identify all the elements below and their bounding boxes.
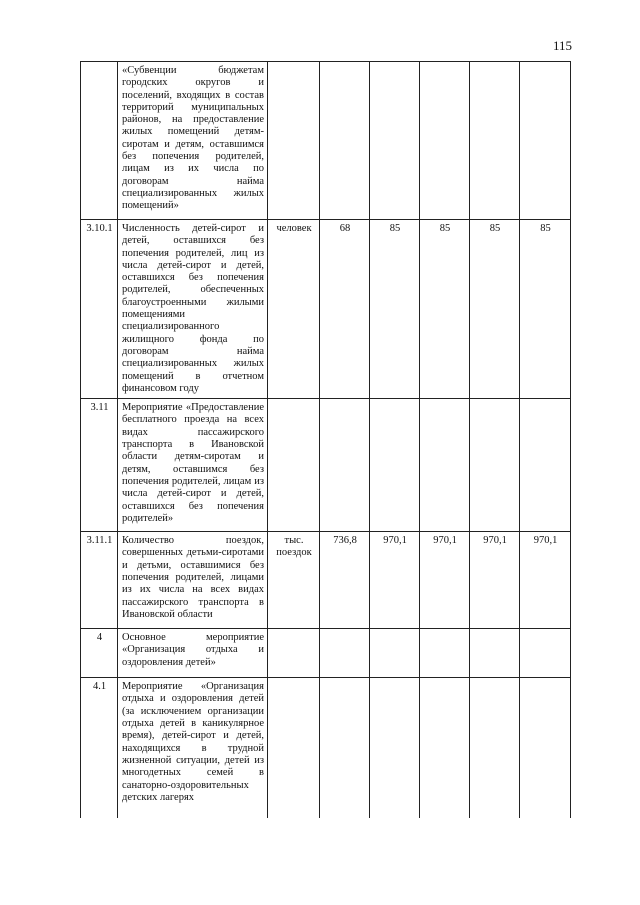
row-value [420, 399, 470, 532]
row-description: Мероприятие «Организация отдыха и оздоровления детей (за исключением организации отдыха детей в каникулярное время), детей-сирот и детей, находящихся в трудной жизненной ситуации, детей из многодетных семей в санаторно-оздоровительных детских лагерях [118, 678, 268, 819]
row-number: 3.11.1 [81, 532, 118, 629]
table-row [81, 532, 571, 629]
row-description: «Субвенции бюджетам городских округов и поселений, входящих в состав территорий муниципальных районов, на предоставление жилых помещений детям-сиротам и детям, оставшимся без попечения родителей, лицам из их числа по договорам найма специализированных жилых помещений» [118, 62, 268, 220]
row-value [470, 62, 520, 220]
indicators-table [80, 61, 571, 818]
row-value [370, 678, 420, 819]
row-value [520, 629, 571, 678]
row-value [370, 629, 420, 678]
row-unit [268, 629, 320, 678]
row-number: 4 [81, 629, 118, 678]
row-unit: тыс. поездок [268, 532, 320, 629]
row-value [470, 678, 520, 819]
row-value [420, 629, 470, 678]
row-value [320, 399, 370, 532]
row-value: 85 [370, 220, 420, 399]
row-value [320, 629, 370, 678]
row-unit [268, 678, 320, 819]
table-row [81, 629, 571, 678]
table-row [81, 399, 571, 532]
table-row [81, 220, 571, 399]
row-unit [268, 62, 320, 220]
row-value: 970,1 [470, 532, 520, 629]
row-value: 970,1 [420, 532, 470, 629]
row-value: 68 [320, 220, 370, 399]
row-value: 970,1 [520, 532, 571, 629]
row-unit [268, 399, 320, 532]
row-description: Количество поездок, совершенных детьми-сиротами и детьми, оставшимися без попечения родителей, лицами из их числа на всех видах пассажирского транспорта в Ивановской области [118, 532, 268, 629]
row-value [520, 399, 571, 532]
row-description: Основное мероприятие «Организация отдыха и оздоровления детей» [118, 629, 268, 678]
row-value [370, 62, 420, 220]
row-value [420, 62, 470, 220]
row-value [520, 678, 571, 819]
row-unit: человек [268, 220, 320, 399]
row-value [370, 399, 420, 532]
row-value [470, 629, 520, 678]
row-value [320, 678, 370, 819]
row-value [320, 62, 370, 220]
row-description: Мероприятие «Предоставление бесплатного проезда на всех видах пассажирского транспорта в Ивановской области детям-сиротам и детям, оставшимся без попечения родителей, лицам из числа детей-сирот и детей, оставшихся без попечения родителей» [118, 399, 268, 532]
row-number [81, 62, 118, 220]
row-value: 85 [520, 220, 571, 399]
row-value: 736,8 [320, 532, 370, 629]
row-value [520, 62, 571, 220]
row-value: 85 [470, 220, 520, 399]
table-row [81, 678, 571, 819]
table-row [81, 62, 571, 220]
row-description: Численность детей-сирот и детей, оставшихся без попечения родителей, лиц из числа детей-сирот и детей, оставшихся без попечения родителей, обеспеченных благоустроенными жилыми помещениями специализированного жилищного фонда по договорам найма специализированных жилых помещений в отчетном финансовом году [118, 220, 268, 399]
row-value [420, 678, 470, 819]
row-number: 4.1 [81, 678, 118, 819]
row-value: 970,1 [370, 532, 420, 629]
row-number: 3.10.1 [81, 220, 118, 399]
row-value [470, 399, 520, 532]
row-number: 3.11 [81, 399, 118, 532]
page-number: 115 [552, 38, 572, 53]
row-value: 85 [420, 220, 470, 399]
